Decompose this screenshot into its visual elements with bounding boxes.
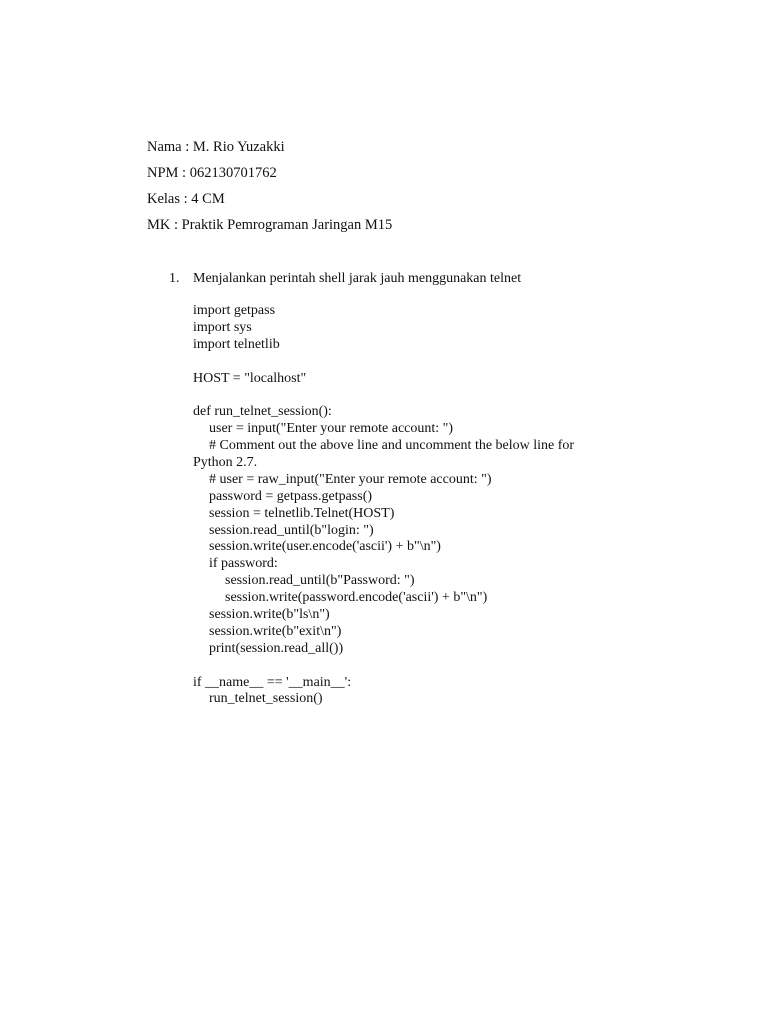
code-line: HOST = "localhost" (193, 370, 307, 386)
code-line: import getpass (193, 303, 276, 318)
code-blank-line (193, 354, 623, 371)
code-line: session.read_until(b"login: ") (209, 522, 374, 538)
code-blank-line (193, 658, 623, 675)
code-line: session.write(password.encode('ascii') + b"\n") (225, 590, 488, 606)
code-line: session.write(user.encode('ascii') + b"\n") (209, 539, 441, 555)
code-line: session.read_until(b"Password: ") (225, 573, 415, 589)
code-block (193, 303, 623, 708)
student-info (147, 137, 392, 241)
code-line: session.write(b"exit\n") (209, 623, 342, 639)
course-line: MK : Praktik Pemrograman Jaringan M15 (147, 217, 393, 233)
code-line: print(session.read_all()) (209, 640, 344, 656)
code-line: # user = raw_input("Enter your remote account: ") (209, 471, 492, 487)
code-line: import sys (193, 319, 252, 335)
code-line: run_telnet_session() (209, 691, 323, 707)
npm-line: NPM : 062130701762 (147, 165, 277, 181)
name-line: Nama : M. Rio Yuzakki (147, 139, 285, 155)
class-line: Kelas : 4 CM (147, 191, 225, 207)
code-line: session.write(b"ls\n") (209, 607, 330, 623)
code-line: password = getpass.getpass() (209, 488, 373, 504)
task-title: Menjalankan perintah shell jarak jauh menggunakan telnet (193, 271, 522, 286)
code-line: session = telnetlib.Telnet(HOST) (209, 505, 395, 521)
code-line: # Comment out the above line and uncomment the below line for (209, 438, 575, 454)
code-line: def run_telnet_session(): (193, 404, 332, 420)
code-line: if password: (209, 556, 278, 572)
code-line: import telnetlib (193, 336, 280, 352)
list-item-number: 1. (169, 271, 180, 286)
code-line: Python 2.7. (193, 455, 258, 471)
code-blank-line (193, 387, 623, 404)
code-line: if __name__ == '__main__': (193, 674, 352, 690)
code-line: user = input("Enter your remote account: ") (209, 421, 454, 437)
